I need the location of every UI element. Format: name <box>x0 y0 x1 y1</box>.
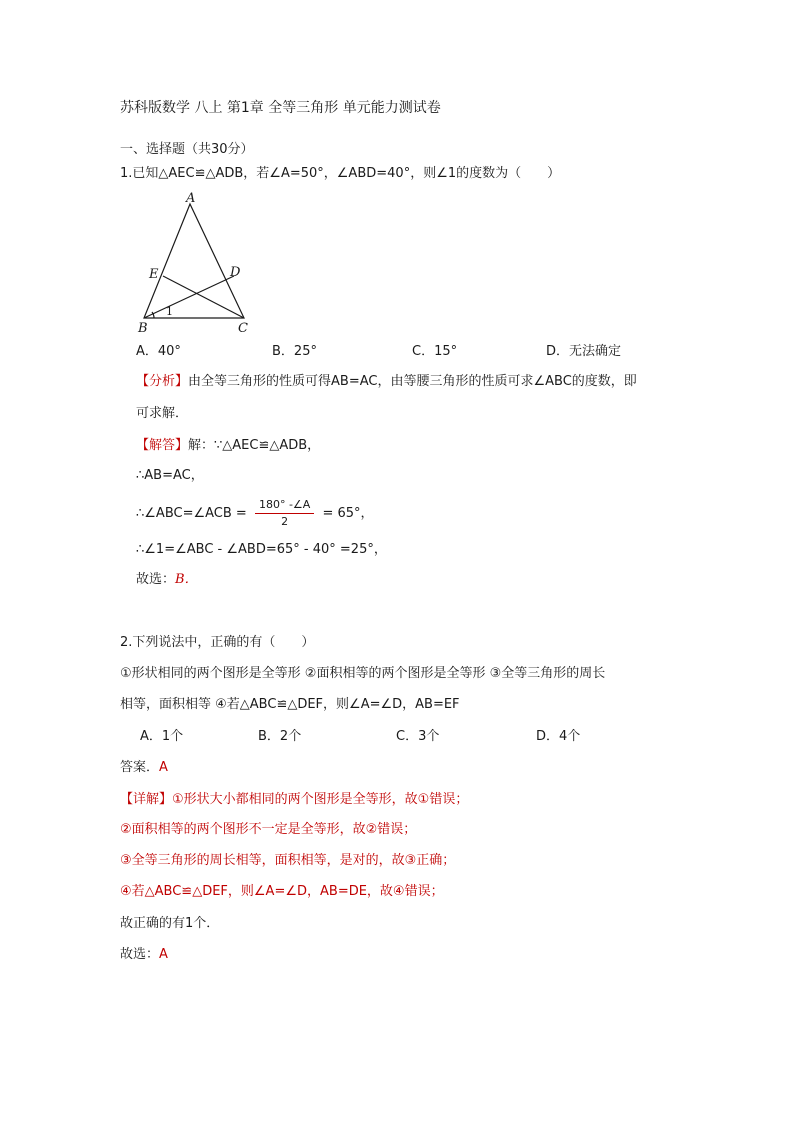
solution-tag: 【解答】 <box>136 438 189 453</box>
segment-be <box>144 276 234 318</box>
q2-final-choice <box>120 945 168 965</box>
q2-detail-line-2: ②面积相等的两个图形不一定是全等形，故②错误； <box>120 822 417 837</box>
section-heading: 一、选择题（共30分） <box>120 142 254 157</box>
q2-option-b: B．2个 <box>258 729 302 744</box>
solution-line-4: ∴∠1=∠ABC - ∠ABD=65° - 40° =25°， <box>136 542 387 557</box>
analysis-line-1: 由全等三角形的性质可得AB=AC，由等腰三角形的性质可求∠ABC的度数，即 <box>188 374 637 389</box>
label-angle-one: 1 <box>166 305 173 318</box>
q1-option-d: D．无法确定 <box>546 344 622 359</box>
q2-option-d: D．4个 <box>536 729 581 744</box>
solution-line-5 <box>136 570 198 590</box>
analysis-tag: 【分析】 <box>136 374 189 389</box>
q2-conclusion: 故正确的有1个． <box>120 916 220 931</box>
q1-analysis <box>136 372 637 392</box>
q2-answer <box>120 758 168 778</box>
solution-line-3-lhs: ∴∠ABC=∠ACB = <box>136 506 247 521</box>
q1-triangle-figure <box>130 188 270 338</box>
page-title: 苏科版数学 八上 第1章 全等三角形 单元能力测试卷 <box>120 100 441 116</box>
label-b: B <box>138 321 148 336</box>
answer-prefix: 答案． <box>120 760 160 775</box>
q2-detail-line-4: ④若△ABC≌△DEF，则∠A=∠D，AB=DE，故④错误； <box>120 884 444 899</box>
q1-stem: 1.已知△AEC≌△ADB，若∠A=50°，∠ABD=40°，则∠1的度数为（ ） <box>120 166 561 181</box>
solution-line-1: 解：∵△AEC≌△ADB， <box>188 438 321 453</box>
q2-detail-line-3: ③全等三角形的周长相等，面积相等，是对的，故③正确； <box>120 853 456 868</box>
q1-solution <box>136 436 320 456</box>
fraction <box>255 497 314 530</box>
label-e: E <box>149 267 159 282</box>
q1-option-b: B．25° <box>272 344 317 359</box>
label-c: C <box>238 321 248 336</box>
solution-line-3-rhs: = 65°， <box>322 506 374 521</box>
solution-choice-prefix: 故选： <box>136 572 176 587</box>
fraction-denominator: 2 <box>281 515 289 528</box>
solution-line-3 <box>136 496 374 532</box>
segment-ce <box>163 276 244 318</box>
q2-statement-line-2: 相等，面积相等 ④若△ABC≌△DEF，则∠A=∠D，AB=EF <box>120 697 460 712</box>
final-prefix: 故选： <box>120 947 160 962</box>
fraction-numerator: 180° -∠A <box>255 497 314 514</box>
solution-line-2: ∴AB=AC， <box>136 468 204 483</box>
triangle-abc <box>144 204 244 318</box>
detail-tag: 【详解】 <box>120 792 173 807</box>
detail-line-1-text: ①形状大小都相同的两个图形是全等形，故①错误； <box>172 792 469 807</box>
answer-value: A <box>159 760 168 775</box>
label-d: D <box>230 265 241 280</box>
final-answer: A <box>159 947 168 962</box>
q1-option-a: A．40° <box>136 344 181 359</box>
q2-option-a: A．1个 <box>140 729 184 744</box>
solution-choice-answer: B． <box>175 572 198 587</box>
analysis-line-2: 可求解． <box>136 406 189 421</box>
q2-statement-line-1: ①形状相同的两个图形是全等形 ②面积相等的两个图形是全等形 ③全等三角形的周长 <box>120 666 606 681</box>
q1-option-c: C．15° <box>412 344 458 359</box>
q2-detail-line-1 <box>120 790 468 810</box>
q2-option-c: C．3个 <box>396 729 440 744</box>
label-a: A <box>186 191 196 206</box>
q2-stem: 2.下列说法中，正确的有（ ） <box>120 635 315 650</box>
